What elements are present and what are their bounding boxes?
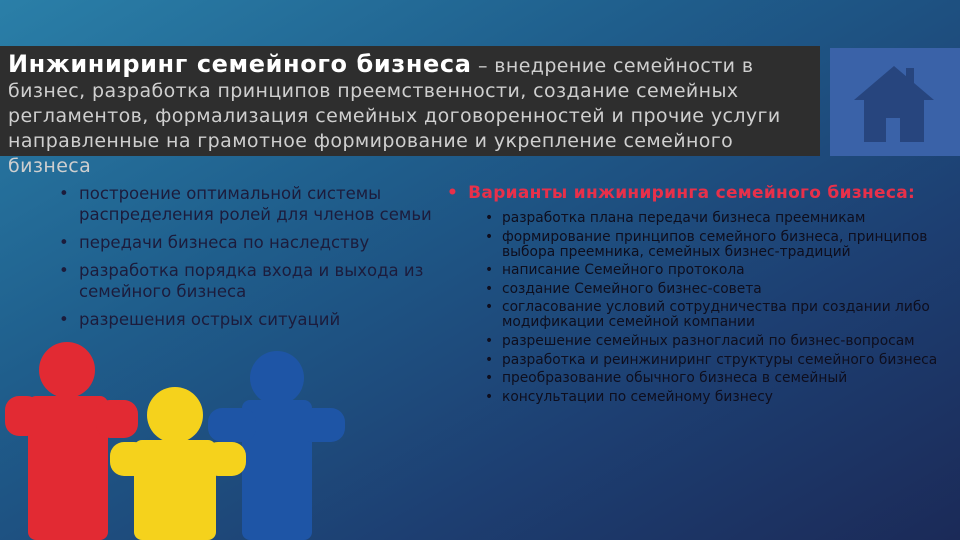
- list-item: • разработка порядка входа и выхода из семейного бизнеса: [55, 260, 445, 302]
- slide-title: [8, 52, 820, 179]
- list-item: • консультации по семейному бизнесу: [483, 390, 953, 405]
- list-item: • преобразование обычного бизнеса в семейный: [483, 371, 953, 386]
- home-button[interactable]: [830, 48, 960, 156]
- services-list: [55, 183, 445, 337]
- list-item: • создание Семейного бизнес-совета: [483, 282, 953, 297]
- list-item: • формирование принципов семейного бизнеса, принципов выбора преемника, семейных бизнес-традиций: [483, 230, 953, 260]
- puzzle-people-icon: [0, 330, 345, 540]
- list-item: • разработка и реинжиниринг структуры семейного бизнеса: [483, 353, 953, 368]
- puzzle-figure-red: [5, 342, 138, 540]
- list-item: • построение оптимальной системы распределения ролей для членов семьи: [55, 183, 445, 225]
- list-item: • разработка плана передачи бизнеса преемникам: [483, 211, 953, 226]
- home-icon: [830, 48, 960, 156]
- list-item: • согласование условий сотрудничества при создании либо модификации семейной компании: [483, 300, 953, 330]
- list-item: • разрешение семейных разногласий по бизнес-вопросам: [483, 334, 953, 349]
- title-main: Инжиниринг семейного бизнеса: [8, 50, 472, 78]
- list-item: • разрешения острых ситуаций: [55, 309, 445, 330]
- list-item: • написание Семейного протокола: [483, 263, 953, 278]
- variants-heading: • Варианты инжиниринга семейного бизнеса:: [447, 183, 916, 203]
- variants-list: [483, 211, 953, 408]
- variants-heading-text: Варианты инжиниринга семейного бизнеса:: [468, 183, 916, 203]
- list-item: • передачи бизнеса по наследству: [55, 232, 445, 253]
- title-subtitle: – внедрение семейности в бизнес, разработка принципов преемственности, создание семейных регламентов, формализация семейных договоренностей и прочие услуги направленные на грамотное формирование и укрепление семейного бизнеса: [8, 55, 781, 177]
